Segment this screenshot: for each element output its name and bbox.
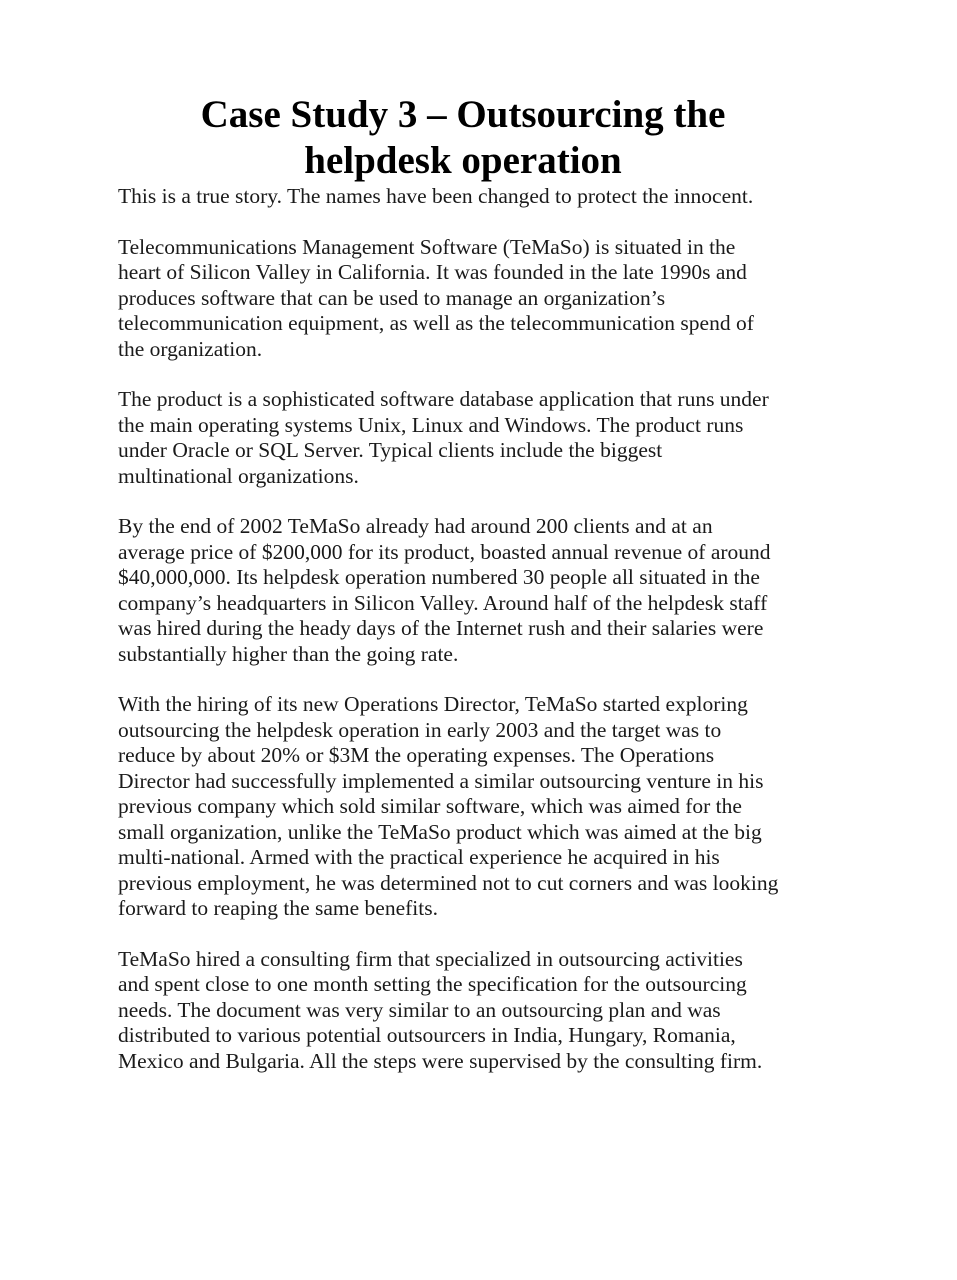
text-line: Mexico and Bulgaria. All the steps were supervised by the consulting firm. <box>118 1048 763 1073</box>
paragraph-intro <box>118 184 808 210</box>
text-line: the organization. <box>118 336 263 361</box>
text-line: heart of Silicon Valley in California. It was founded in the late 1990s and <box>118 260 747 284</box>
paragraph-company <box>118 235 808 363</box>
text-line: small organization, unlike the TeMaSo product which was aimed at the big <box>118 819 762 844</box>
paragraph-operations-director <box>118 692 808 922</box>
text-line: By the end of 2002 TeMaSo already had around 200 clients and at an <box>118 514 713 538</box>
text-line: needs. The document was very similar to an outsourcing plan and was <box>118 997 721 1022</box>
text-line: forward to reaping the same benefits. <box>118 896 438 920</box>
text-line: TeMaSo hired a consulting firm that specialized in outsourcing activities <box>118 946 743 971</box>
paragraph-consulting-firm <box>118 947 808 1075</box>
text-line: reduce by about 20% or $3M the operating expenses. The Operations <box>118 743 715 767</box>
text-line: outsourcing the helpdesk operation in early 2003 and the target was to <box>118 717 722 742</box>
title-line: helpdesk operation <box>304 139 622 182</box>
text-line: previous company which sold similar software, which was aimed for the <box>118 794 742 818</box>
text-line: company’s headquarters in Silicon Valley. Around half of the helpdesk staff <box>118 590 768 615</box>
text-line: $40,000,000. Its helpdesk operation numbered 30 people all situated in the <box>118 565 760 589</box>
text-line: distributed to various potential outsourcers in India, Hungary, Romania, <box>118 1023 736 1047</box>
text-line: With the hiring of its new Operations Director, TeMaSo started exploring <box>118 692 748 716</box>
paragraph-revenue <box>118 514 808 667</box>
document-body <box>118 184 808 1074</box>
paragraph-product <box>118 387 808 489</box>
text-line: substantially higher than the going rate. <box>118 641 459 666</box>
text-line: multi-national. Armed with the practical experience he acquired in his <box>118 845 720 869</box>
text-line: average price of $200,000 for its product, boasted annual revenue of around <box>118 539 771 564</box>
text-line: multinational organizations. <box>118 463 359 488</box>
text-line: was hired during the heady days of the Internet rush and their salaries were <box>118 616 764 640</box>
text-line: telecommunication equipment, as well as the telecommunication spend of <box>118 311 754 335</box>
text-line: the main operating systems Unix, Linux and Windows. The product runs <box>118 412 744 437</box>
text-line: produces software that can be used to manage an organization’s <box>118 285 666 310</box>
text-line: and spent close to one month setting the specification for the outsourcing <box>118 972 747 996</box>
text-line: under Oracle or SQL Server. Typical clients include the biggest <box>118 438 663 462</box>
text-line: previous employment, he was determined not to cut corners and was looking <box>118 870 779 895</box>
text-line: Director had successfully implemented a similar outsourcing venture in his <box>118 768 764 793</box>
document-title <box>118 92 808 184</box>
document-page <box>118 92 808 1099</box>
text-line: This is a true story. The names have been changed to protect the innocent. <box>118 184 754 208</box>
title-line: Case Study 3 – Outsourcing the <box>200 93 726 136</box>
text-line: The product is a sophisticated software database application that runs under <box>118 387 769 411</box>
text-line: Telecommunications Management Software (TeMaSo) is situated in the <box>118 234 736 259</box>
